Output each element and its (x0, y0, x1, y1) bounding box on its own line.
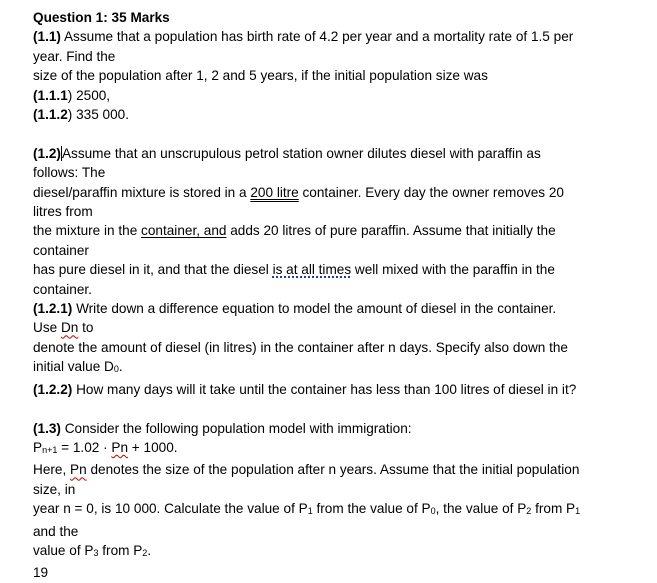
q1-1-1-text: ) 2500, (67, 87, 111, 103)
q1-2-line7 (33, 260, 643, 279)
q1-3-line5-a: year n = 0, is 10 000. Calculate the value of P (33, 501, 308, 517)
q1-1-line3: size of the population after 1, 2 and 5 years, if the initial population size was (33, 68, 488, 84)
q1-3-line5-b: from the value of P (312, 501, 431, 517)
q1-2-line7-b: well mixed with the paraffin in the (351, 262, 555, 278)
q1-2-line5-a: the mixture in the (33, 223, 142, 239)
q1-2-text1: Assume that an unscrupulous petrol station owner dilutes diesel with paraffin as (61, 145, 541, 161)
q1-3-line3-underlined: Pn (70, 462, 87, 478)
eq-p: P (33, 439, 43, 455)
q1-2-line3-a: diesel/paraffin mixture is stored in a (33, 184, 251, 200)
q1-2-1-line2 (33, 318, 643, 337)
q1-2-line7-underlined: is at all times (272, 262, 352, 278)
q1-2-line3-b: container. Every day the owner removes 20 (298, 184, 564, 200)
paragraph-gap (33, 399, 643, 418)
q1-2-line8: container. (33, 281, 92, 297)
q1-3-line3 (33, 460, 643, 479)
page-number: 19 (33, 565, 49, 581)
q1-3-line5-s4: 1 (575, 506, 581, 517)
q1-3-line5-s2: 0 (430, 506, 436, 517)
q1-2-1-line2-b: to (78, 320, 94, 336)
q1-2-line5-b: adds 20 litres of pure paraffin. Assume that initially the (226, 223, 556, 239)
q1-1-2 (33, 105, 643, 124)
q1-2-line3-underlined: 200 litre (250, 184, 299, 200)
q1-2-1-line2-a: Use (33, 320, 61, 336)
paragraph-gap (33, 124, 643, 143)
q1-3-line5-s3: 2 (526, 506, 532, 517)
q1-2-line5-underlined: container, and (141, 223, 227, 239)
q1-2-2 (33, 380, 643, 399)
q1-2-line5 (33, 221, 643, 240)
q1-2-1-line4-sub: 0 (113, 364, 119, 375)
q1-3-line5-c: , the value of P (435, 501, 527, 517)
q1-3-line1 (33, 419, 643, 438)
q1-3-line7-c: . (147, 542, 152, 558)
q1-1-2-label: (1.1.2 (33, 107, 68, 123)
q1-1-1 (33, 86, 643, 105)
eq-sub: n+1 (42, 444, 58, 455)
q1-2-1-label: (1.2.1) (33, 301, 73, 317)
q1-2-1-line4-a: initial value D (33, 359, 114, 375)
eq-underlined: Pn (111, 439, 129, 455)
q1-2-1-line4-b: . (118, 359, 123, 375)
q1-1-line1 (33, 27, 643, 46)
q1-3-line5-s1: 1 (307, 506, 313, 517)
q1-3-line7-b: from P (98, 542, 143, 558)
q1-2-1-text1: Write down a difference equation to model the amount of diesel in the container. (72, 301, 557, 317)
q1-3-line3-a: Here, (33, 462, 71, 478)
q1-2-line4: litres from (33, 204, 93, 220)
q1-2-line7-a: has pure diesel in it, and that the diesel (33, 262, 273, 278)
q1-3-equation (33, 438, 643, 460)
q1-2-line3 (33, 183, 643, 202)
q1-3-line7 (33, 541, 643, 563)
q1-2-1-line4 (33, 357, 643, 379)
q1-3-line4: size, in (33, 481, 76, 497)
eq-end: + 1000. (128, 439, 178, 455)
q1-3-line5 (33, 499, 643, 521)
q1-1-text1: Assume that a population has birth rate of 4.2 per year and a mortality rate of 1.5 per (60, 29, 574, 45)
q1-2-line6: container (33, 242, 89, 258)
q1-3-line7-a: value of P (33, 542, 94, 558)
q1-2-line1 (33, 144, 643, 163)
q1-3-line5-d: from P (531, 501, 576, 517)
q1-3-line6: and the (33, 523, 79, 539)
q1-3-line7-s2: 2 (142, 547, 148, 558)
q1-2-1-line1 (33, 299, 643, 318)
q1-3-label: (1.3) (33, 420, 61, 436)
q1-2-2-label: (1.2.2) (33, 381, 73, 397)
q1-3-text1: Consider the following population model with immigration: (60, 420, 412, 436)
q1-2-2-text: How many days will it take until the container has less than 100 litres of diesel in it? (72, 381, 577, 397)
q1-1-label: (1.1) (33, 29, 61, 45)
q1-2-line2: follows: The (33, 165, 106, 181)
q1-3-line7-s1: 3 (93, 547, 99, 558)
q1-1-line2: year. Find the (33, 48, 116, 64)
q1-2-1-line3: denote the amount of diesel (in litres) in the container after n days. Specify also down the (33, 339, 568, 355)
q1-1-1-label: (1.1.1 (33, 87, 68, 103)
q1-3-line3-b: denotes the size of the population after n years. Assume that the initial population (86, 462, 580, 478)
q1-2-1-line2-underlined: Dn (60, 320, 79, 336)
q1-1-2-text: ) 335 000. (67, 107, 129, 123)
eq-mid: = 1.02 · (57, 439, 112, 455)
q1-2-label: (1.2) (33, 145, 61, 161)
question-title: Question 1: 35 Marks (33, 10, 170, 25)
